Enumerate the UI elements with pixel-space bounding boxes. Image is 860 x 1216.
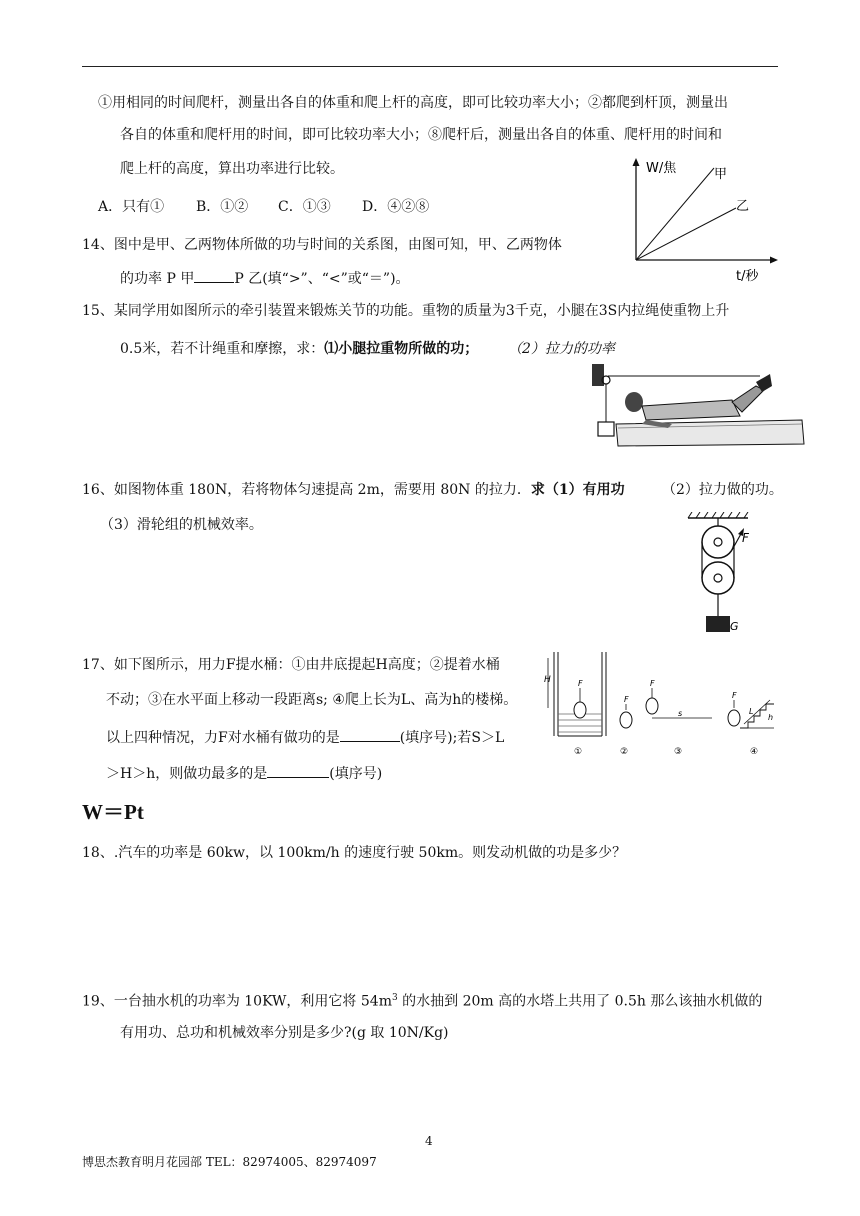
scenario-number-3: ③ [674, 747, 683, 757]
distance-s-label: s [678, 709, 683, 718]
q13-line-2: 各自的体重和爬杆用的时间，即可比较功率大小；⑧爬杆后，测量出各自的体重、爬杆用的时间和 [120, 127, 722, 143]
q16-text: 16、如图物体重 180N，若将物体匀速提高 2m，需要用 80N 的拉力． [82, 482, 531, 498]
q17-line-4 [106, 763, 382, 783]
q17-answer-blank-2[interactable] [267, 763, 329, 778]
q13-option-d: D．④②⑧ [362, 199, 430, 215]
scenario-number-1: ① [574, 747, 583, 757]
label-jia: 甲 [714, 167, 728, 182]
force-F-label-2: F [624, 695, 629, 704]
q14-line-2 [120, 268, 410, 288]
q15-line-2 [120, 340, 478, 358]
scenario-number-4: ④ [750, 747, 759, 757]
length-L-label: L [749, 707, 754, 716]
q13-option-a: A．只有① [98, 199, 165, 215]
y-axis-label: W/焦 [646, 161, 677, 176]
pulley-system-figure [686, 512, 766, 636]
header-rule [82, 66, 778, 67]
q17-text-c: ＞H＞h，则做功最多的是 [106, 766, 268, 782]
q19-line-2: 有用功、总功和机械效率分别是多少?(g 取 10N/Kg) [120, 1025, 449, 1041]
traction-device-figure [592, 364, 806, 448]
q17-line-2: 不动；③在水平面上移动一段距离s; ④爬上长为L、高为h的楼梯。 [106, 692, 518, 708]
q14-part-b: P 乙(填“>”、“<”或“＝”)。 [234, 271, 410, 287]
q16-question-2: （2）拉力做的功。 [662, 482, 783, 498]
q15-text: 0.5米，若不计绳重和摩擦，求： [120, 341, 325, 357]
line-jia [636, 168, 714, 260]
q15-line-1: 15、某同学用如图所示的牵引装置来锻炼关节的功能。重物的质量为3千克，小腿在3S内拉绳使重物上升 [82, 303, 730, 319]
force-label: F [742, 531, 749, 545]
force-F-label-4: F [732, 691, 737, 700]
weight-label: G [730, 620, 739, 633]
height-H-label: H [544, 675, 551, 685]
q13-line-3: 爬上杆的高度，算出功率进行比较。 [120, 161, 344, 177]
q17-line-1: 17、如下图所示，用力F提水桶：①由井底提起H高度；②提着水桶 [82, 657, 500, 673]
label-yi: 乙 [736, 199, 750, 214]
q19-text-b: 的水抽到 20m 高的水塔上共用了 0.5h 那么该抽水机做的 [397, 993, 763, 1010]
q16-line-1 [82, 481, 625, 499]
q13-line-1: ①用相同的时间爬杆，测量出各自的体重和爬上杆的高度，即可比较功率大小；②都爬到杆顶，测量出 [98, 95, 728, 111]
force-F-label-1: F [578, 679, 583, 688]
q17-answer-blank-1[interactable] [340, 727, 400, 742]
x-axis-label: t/秒 [736, 269, 759, 284]
q17-line-3 [106, 727, 504, 747]
weight-block [706, 616, 730, 632]
q19-line-1 [82, 989, 762, 1011]
force-F-label-3: F [650, 679, 655, 688]
q13-option-b: B．①② [196, 199, 249, 215]
q15-question-1: ⑴小腿拉重物所做的功； [324, 341, 479, 357]
q14-part-a: 的功率 P 甲 [120, 271, 195, 287]
q17-text-d: (填序号) [329, 766, 383, 782]
q15-question-2: （2）拉力的功率 [508, 341, 615, 357]
q14-answer-blank[interactable] [194, 268, 234, 283]
line-yi [636, 208, 736, 260]
q19-text-a: 19、一台抽水机的功率为 10KW，利用它将 54m [82, 993, 392, 1010]
formula-heading: W＝Pt [82, 800, 144, 824]
q19-superscript: 3 [391, 993, 398, 1003]
q13-option-c: C．①③ [278, 199, 331, 215]
height-h-label: h [768, 713, 774, 722]
scenario-number-2: ② [620, 747, 629, 757]
q17-text-b: (填序号);若S＞L [399, 730, 505, 746]
q16-line-2: （3）滑轮组的机械效率。 [100, 517, 263, 533]
footer-text: 博思杰教育明月花园部 TEL：82974005、82974097 [82, 1155, 377, 1169]
q18-text: 18、.汽车的功率是 60kw，以 100km/h 的速度行驶 50km。则发动机做的功是多少？ [82, 845, 627, 861]
q16-question-1: 求（1）有用功 [530, 482, 625, 498]
work-time-graph [630, 156, 780, 286]
weight-bucket [598, 422, 614, 436]
page-number: 4 [425, 1134, 433, 1148]
q14-line-1: 14、图中是甲、乙两物体所做的功与时间的关系图，由图可知，甲、乙两物体 [82, 237, 562, 253]
bucket-scenarios-figure [544, 648, 780, 760]
q17-text-a: 以上四种情况，力F对水桶有做功的是 [106, 730, 340, 746]
